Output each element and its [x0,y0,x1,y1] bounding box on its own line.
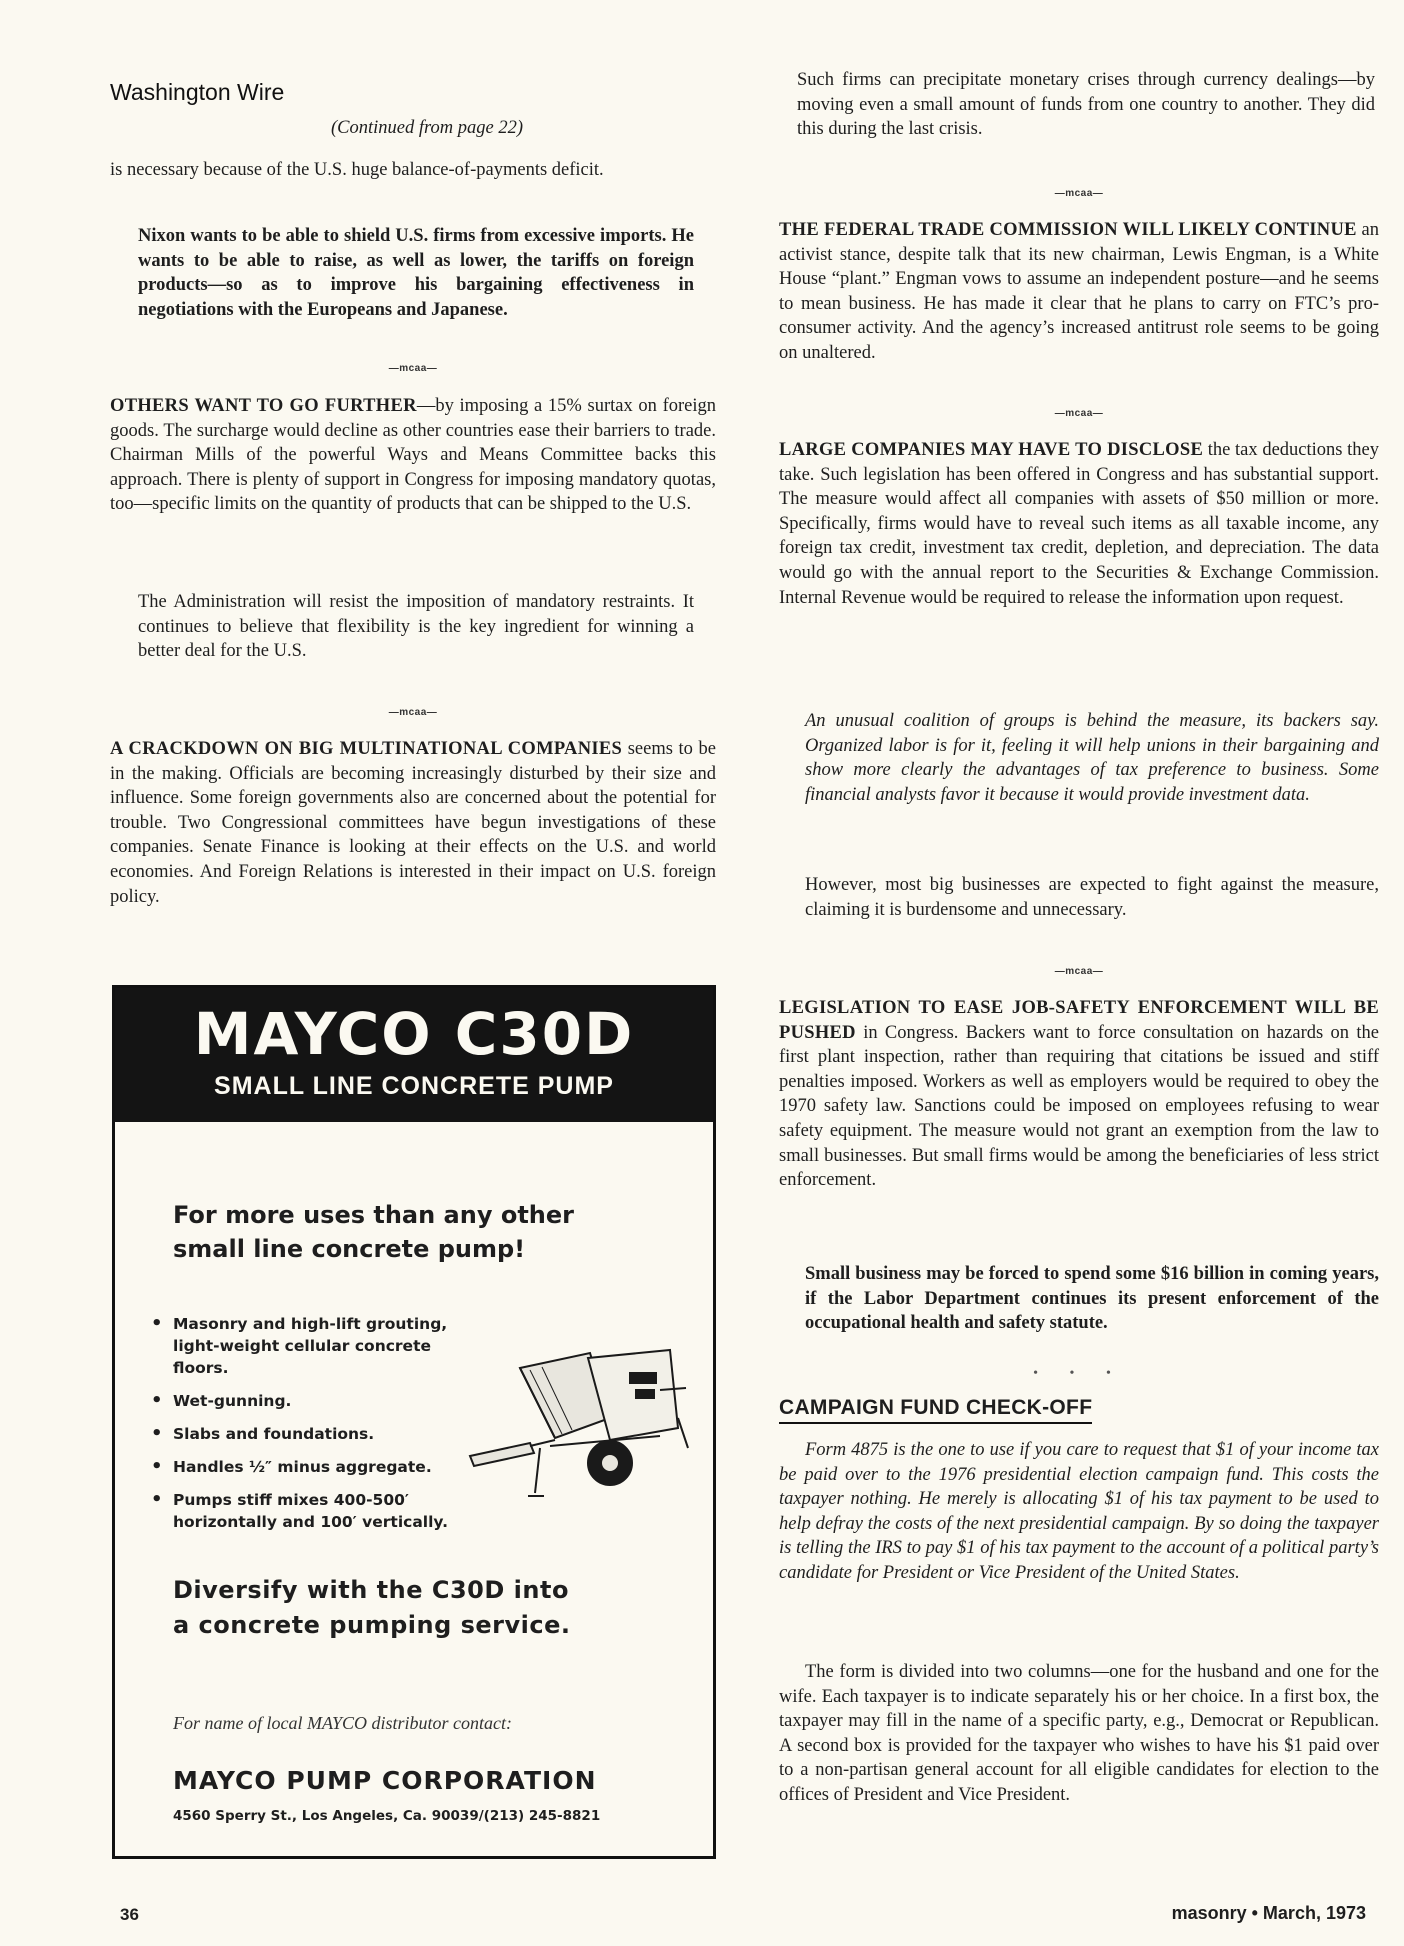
administration-paragraph: The Administration will resist the imposition of mandatory restraints. It continues to believe that flexibility is the key ingredient for winning a better deal for the U.S. [138,592,694,662]
ad-diversify-line-2: a concrete pumping service. [173,1611,571,1639]
ad-feature: • Slabs and foundations. [151,1423,463,1445]
separator: —mcaa— [1054,966,1104,977]
ad-diversify [173,1573,571,1643]
legislation-paragraph [779,996,1379,1193]
section-title: Washington Wire [110,79,285,105]
ad-tagline [173,1198,574,1266]
separator: —mcaa— [1054,188,1104,199]
ad-tagline-line-2: small line concrete pump! [173,1235,526,1263]
publication-info: masonry • March, 1973 [1171,1903,1366,1923]
legislation-body: in Congress. Backers want to force consultation on hazards on the first plant inspection, rather than requiring that citations be issued and stiff penalties imposed. Workers as well as employers would be required to obey the 1970 safety law. Sanctions could be imposed on employees refusing to wear safety equipment. The measure would not grant an exemption from the law to small businesses. But small firms would be among the beneficiaries of less strict enforcement. [779,1022,1379,1191]
ftc-body: an activist stance, despite talk that its new chairman, Lewis Engman, is a White House “plant.” Engman vows to assume an independent posture—and he seems to mean business. He has made it clear that he plans to carry on FTC’s pro-consumer activity. And the agency’s increased antitrust role seems to be going on unaltered. [779,220,1379,363]
campaign-heading: CAMPAIGN FUND CHECK-OFF [779,1396,1092,1424]
ad-feature: • Wet-gunning. [151,1390,463,1412]
others-body: —by imposing a 15% surtax on foreign goods. The surcharge would decline as other countries ease their barriers to trade. Chairman Mills of the powerful Ways and Means Committee backs this approach. There is plenty of support in Congress for imposing mandatory quotas, too—specific limits on the quantity of products that can be shipped to the U.S. [110,396,717,515]
crackdown-paragraph [110,737,716,909]
legislation-lead: LEGISLATION TO EASE JOB-SAFETY ENFORCEMENT WILL BE PUSHED [779,998,1379,1043]
ftc-lead: THE FEDERAL TRADE COMMISSION WILL LIKELY CONTINUE [779,220,1357,240]
ad-feature-list [151,1313,463,1544]
continued-note: (Continued from page 22) [330,118,523,138]
large-companies-lead: LARGE COMPANIES MAY HAVE TO DISCLOSE [779,440,1204,460]
ad-diversify-line-1: Diversify with the C30D into [173,1576,569,1604]
ad-feature: • Masonry and high-lift grouting, light-weight cellular concrete floors. [151,1313,463,1379]
section-dots: • • • [1033,1366,1125,1381]
coalition-paragraph: An unusual coalition of groups is behind the measure, its backers say. Organized labor is for it, feeling it will help unions in their bargaining and show more clearly the advantages of tax preference to business. Some financial analysts favor it because it would provide investment data. [805,711,1379,805]
crackdown-body: seems to be in the making. Officials are becoming increasingly disturbed by their size and influence. Some foreign governments also are concerned about the potential for trouble. Two Congressional committees have begun investigations of these companies. Senate Finance is looking at their effects on the U.S. and world economies. And Foreign Relations is interested in their impact on U.S. foreign policy. [110,739,716,907]
ad-feature: • Handles ½″ minus aggregate. [151,1456,463,1478]
large-companies-body: the tax deductions they take. Such legislation has been offered in Congress and has substantial support. The measure would affect all companies with assets of $50 million or more. Specifically, firms would have to reveal such items as all taxable income, any foreign tax credit, investment tax credit, depletion, and depreciation. The data would go with the annual report to the Securities & Exchange Commission. Internal Revenue would be required to release the information upon request. [779,440,1379,608]
page-number: 36 [120,1905,139,1924]
firms-paragraph: Such firms can precipitate monetary crises through currency dealings—by moving even a small amount of funds from one country to another. They did this during the last crisis. [797,70,1375,140]
large-companies-paragraph [779,438,1379,610]
ad-corporation: MAYCO PUMP CORPORATION [173,1766,597,1795]
ftc-paragraph [779,218,1379,366]
separator: —mcaa— [388,707,438,718]
ad-address: 4560 Sperry St., Los Angeles, Ca. 90039/(213) 245-8821 [173,1808,601,1824]
concrete-pump-illustration [460,1328,690,1518]
small-business-paragraph: Small business may be forced to spend some $16 billion in coming years, if the Labor Department continues its present enforcement of the occupational health and safety statute. [805,1264,1379,1334]
mayco-advertisement [112,985,716,1859]
nixon-paragraph: Nixon wants to be able to shield U.S. firms from excessive imports. He wants to be able to raise, as well as lower, the tariffs on foreign products—so as to improve his bargaining effectiveness in negotiations with the Europeans and Japanese. [138,226,694,320]
campaign-heading-wrap [779,1396,1092,1424]
separator: —mcaa— [1054,408,1104,419]
ad-distributor-note: For name of local MAYCO distributor contact: [173,1713,512,1733]
form-paragraph: Form 4875 is the one to use if you care to request that $1 of your income tax be paid over to the 1976 presidential election campaign fund. This costs the taxpayer nothing. He merely is allocating $1 of his tax payment to be used to help defray the costs of the next presidential campaign. By so doing the taxpayer is telling the IRS to pay $1 of his tax payment to the account of a political party’s candidate for President or Vice President of the United States. [779,1440,1379,1583]
others-lead: OTHERS WANT TO GO FURTHER [110,396,417,416]
columns-paragraph: The form is divided into two columns—one for the husband and one for the wife. Each taxpayer is to indicate separately his or her choice. In a first box, the taxpayer may fill in the name of a specific party, e.g., Democrat or Republican. A second box is provided for the taxpayer who wishes to have his $1 paid over to a non-partisan general account for all eligible candidates for election to the offices of President and Vice President. [779,1662,1379,1805]
crackdown-lead: A CRACKDOWN ON BIG MULTINATIONAL COMPANIES [110,739,623,759]
ad-title: MAYCO C30D [193,1000,635,1068]
separator: —mcaa— [388,363,438,374]
ad-subtitle: SMALL LINE CONCRETE PUMP [214,1072,614,1100]
intro-paragraph: is necessary because of the U.S. huge balance-of-payments deficit. [110,160,604,180]
ad-feature: • Pumps stiff mixes 400-500′ horizontally and 100′ vertically. [151,1489,463,1533]
others-paragraph [110,394,716,517]
however-paragraph: However, most big businesses are expected to fight against the measure, claiming it is burdensome and unnecessary. [805,875,1379,920]
ad-tagline-line-1: For more uses than any other [173,1201,574,1229]
ad-banner [115,988,713,1122]
